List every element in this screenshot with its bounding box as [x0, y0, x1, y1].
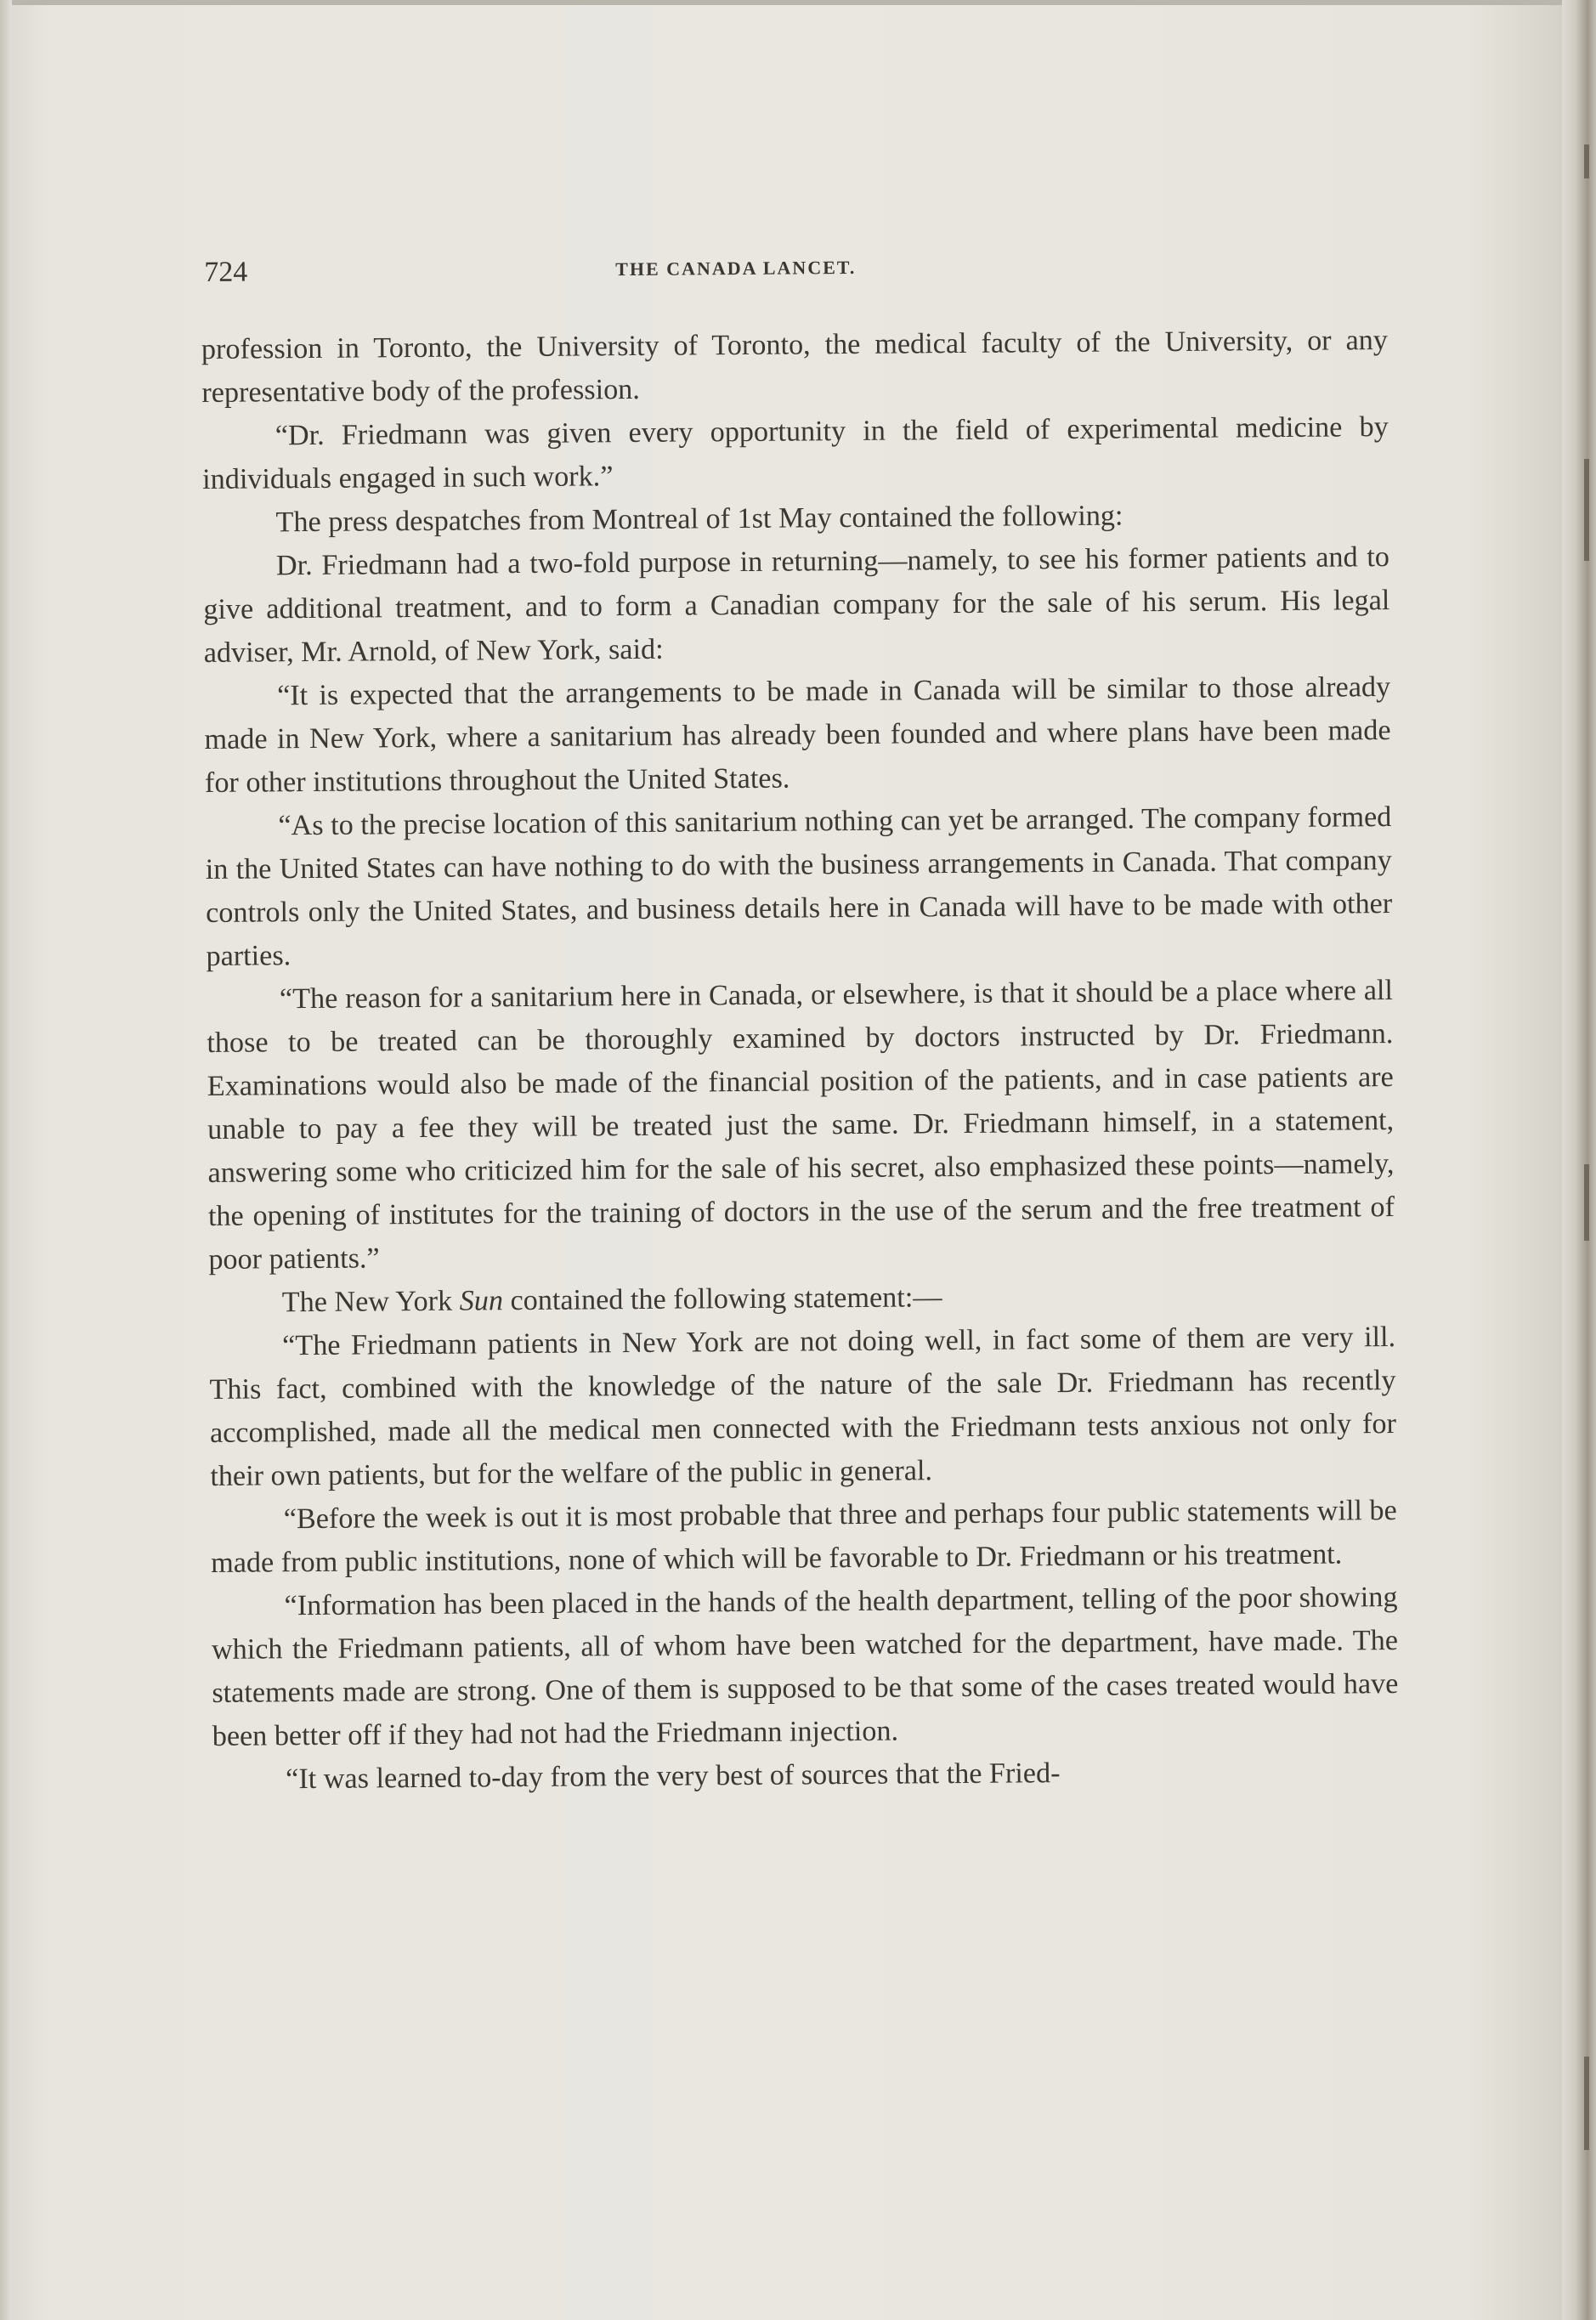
paragraph: “Dr. Friedmann was given every opportunity in the field of experimental medicine by individuals engaged in such work.”	[202, 411, 1389, 495]
paragraph: profession in Toronto, the University of Toronto, the medical faculty of the University, or any representative body of the profession.	[201, 325, 1389, 409]
paragraph: The press despatches from Montreal of 1st May contained the following:	[275, 500, 1123, 539]
page-top-edge	[0, 0, 1596, 5]
paragraph: “Information has been placed in the hands of the health department, telling of the poor showing which the Friedmann patients, all of whom have been watched for the department, have made. The statements made are strong. One of them is supposed to be that some of the cases treated would have been better off if they had not had the Friedmann injection.	[211, 1581, 1399, 1752]
paragraph: “It is expected that the arrangements to be made in Canada will be similar to those already made in New York, where a sanitarium has already been founded and where plans have been made for other institutions throughout the United States.	[204, 671, 1391, 799]
paragraph: “As to the precise location of this sanitarium nothing can yet be arranged. The company formed in the United States can have nothing to do with the business arrangements in Canada. That company controls only the United States, and business details here in Canada will have to be made with other parties.	[205, 801, 1393, 972]
edge-mark	[1584, 1164, 1589, 1241]
paragraph-text: contained the following statement:—	[502, 1282, 942, 1317]
newspaper-name: Sun	[459, 1285, 504, 1317]
page-content	[201, 235, 1402, 1802]
paragraph-text: The New York	[281, 1285, 460, 1319]
paragraph: Dr. Friedmann had a two-fold purpose in returning—namely, to see his former patients and to give additional treatment, and to form a Canadian company for the sale of his serum. His legal adviser, Mr. Arnold, of New York, said:	[203, 541, 1390, 669]
paragraph: “The Friedmann patients in New York are not doing well, in fact some of them are very ill. This fact, combined with the knowledge of the nature of the sale Dr. Friedmann has recently accomplished, made all the medical men connected with the Friedmann tests anxious not only for their own patients, but for the welfare of the public in general.	[209, 1321, 1397, 1492]
journal-title: THE CANADA LANCET.	[615, 256, 857, 280]
page-number: 724	[204, 256, 248, 288]
paragraph: “Before the week is out it is most probable that three and perhaps four public statements will be made from public institutions, none of which will be favorable to Dr. Friedmann or his treatment.	[211, 1494, 1397, 1579]
edge-mark	[1584, 144, 1589, 178]
edge-mark	[1584, 2057, 1589, 2150]
edge-mark	[1584, 459, 1589, 561]
page-left-edge	[0, 0, 12, 2320]
article-body	[201, 319, 1400, 1802]
page-right-edge	[1562, 0, 1596, 2320]
paragraph: “It was learned to-day from the very best of sources that the Fried-	[286, 1757, 1061, 1796]
paragraph: “The reason for a sanitarium here in Canada, or elsewhere, is that it should be a place where all those to be treated can be thoroughly examined by doctors instructed by Dr. Friedmann. Examinations would also be made of the financial position of the patients, and in case patients are unable to pay a fee they will be treated just the same. Dr. Friedmann himself, in a statement, answering some who criticized him for the sale of his secret, also emphasized these points—namely, the opening of institutes for the training of doctors in the use of the serum and the free treatment of poor patients.”	[207, 975, 1395, 1276]
running-head	[201, 235, 1390, 296]
